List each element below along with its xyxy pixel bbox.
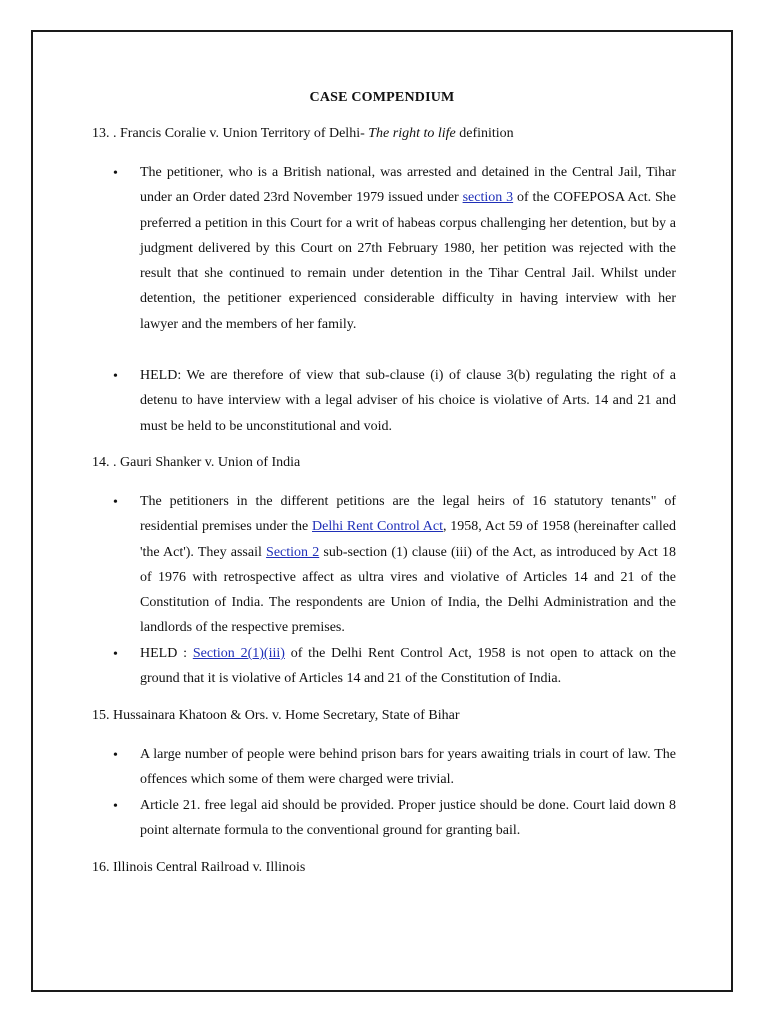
case-15-bullet-1 bbox=[140, 742, 676, 793]
case-13-bullet-1 bbox=[140, 160, 676, 337]
document-page bbox=[31, 30, 733, 992]
bullet-icon: • bbox=[113, 647, 118, 662]
delhi-rent-control-act-link[interactable]: Delhi Rent Control Act bbox=[312, 519, 444, 535]
bullet-icon: • bbox=[113, 369, 118, 384]
case-15-b2-text: Article 21. free legal aid should be provided. Proper justice should be done. Court laid down 8 point alternate formula to the conventional ground for granting bail. bbox=[140, 798, 676, 839]
case-14-bullet-1 bbox=[140, 489, 676, 641]
document-title: CASE COMPENDIUM bbox=[309, 90, 455, 105]
case-15-b1-text: A large number of people were behind prison bars for years awaiting trials in court of law. The offences which some of them were charged were trivial. bbox=[140, 747, 676, 788]
case-14-heading: 14. . Gauri Shanker v. Union of India bbox=[92, 455, 301, 470]
section-3-link[interactable]: section 3 bbox=[462, 190, 514, 206]
case-13-heading-italic: The right to life bbox=[368, 126, 456, 141]
case-13-b2-text: HELD: We are therefore of view that sub-clause (i) of clause 3(b) regulating the right of a detenu to have interview with a legal adviser of his choice is violative of Arts. 14 and 21 and must be held to be unconstitutional and void. bbox=[140, 368, 676, 434]
case-13-bullet-2 bbox=[140, 363, 676, 439]
case-15-bullet-2 bbox=[140, 793, 676, 844]
case-13-b1-text-1: The petitioner, who is a British national, was arrested and detained in the Central Jail, Tihar under an Order dated 23rd November 1979 issued under bbox=[140, 165, 676, 206]
case-13-heading-tail: definition bbox=[455, 126, 514, 141]
case-14-b2-text-2: of the Delhi Rent Control Act, 1958 is not open to attack on the ground that it is violative of Articles 14 and 21 of the Constitution of India. bbox=[140, 646, 676, 687]
section-2-1-iii-link[interactable]: Section 2(1)(iii) bbox=[192, 646, 285, 661]
section-2-link[interactable]: Section 2 bbox=[266, 544, 320, 560]
case-13-heading-text: 13. . Francis Coralie v. Union Territory of Delhi- bbox=[92, 126, 369, 141]
case-14-b1-text-2: , 1958, Act 59 of 1958 (hereinafter called 'the Act'). They assail bbox=[140, 519, 677, 560]
bullet-icon: • bbox=[113, 495, 118, 510]
case-14-b2-text-1: HELD : bbox=[140, 646, 193, 661]
case-13-heading bbox=[92, 125, 514, 143]
case-14-b1-text-1: The petitioners in the different petitions are the legal heirs of 16 statutory tenants" of residential premises under the bbox=[140, 494, 676, 535]
case-16-heading: 16. Illinois Central Railroad v. Illinois bbox=[92, 860, 306, 875]
case-13-b1-text-2: of the COFEPOSA Act. She preferred a petition in this Court for a writ of habeas corpus challenging her detention, but by a judgment delivered by this Court on 27th February 1980, her petition was rejected with the result that she continued to remain under detention in the Tihar Central Jail. Whilst under detention, the petitioner experienced considerable difficulty in having interview with her lawyer and the members of her family. bbox=[140, 190, 677, 332]
case-14-b1-text-3: sub-section (1) clause (iii) of the Act, as introduced by Act 18 of 1976 with retrospective affect as ultra vires and violative of Articles 14 and 21 of the Constitution of India. The respondents are Union of India, the Delhi Administration and the landlords of the respective premises. bbox=[140, 544, 676, 636]
bullet-icon: • bbox=[113, 166, 118, 181]
bullet-icon: • bbox=[113, 748, 118, 763]
bullet-icon: • bbox=[113, 799, 118, 814]
case-15-heading: 15. Hussainara Khatoon & Ors. v. Home Secretary, State of Bihar bbox=[92, 708, 460, 723]
case-14-bullet-2 bbox=[140, 641, 676, 692]
